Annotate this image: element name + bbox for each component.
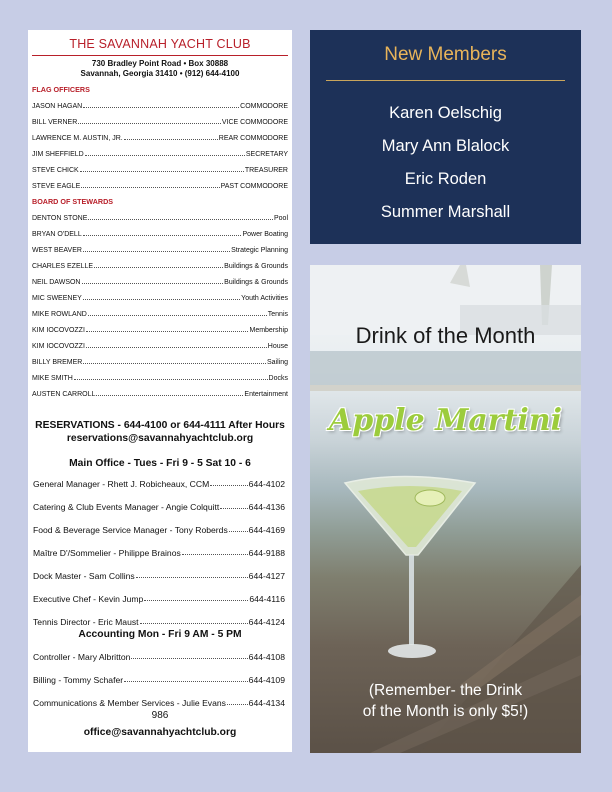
apple-slice bbox=[415, 490, 445, 506]
accounting-hours: Accounting Mon - Fri 9 AM - 5 PM bbox=[78, 629, 242, 640]
office-email: office@savannahyachtclub.org bbox=[83, 727, 237, 738]
contact-phone: 644-4102 bbox=[248, 479, 285, 489]
officer-name: JIM SHEFFIELD bbox=[32, 151, 84, 158]
contact-label: Communications & Member Services - Julie Evans bbox=[33, 698, 226, 708]
martini-stem bbox=[409, 555, 414, 645]
officer-name: JASON HAGAN bbox=[32, 103, 83, 110]
contact-label: Billing - Tommy Schafer bbox=[33, 675, 124, 685]
officer-role: REAR COMMODORE bbox=[218, 135, 288, 142]
contact-phone: 644-4108 bbox=[248, 652, 285, 662]
dock bbox=[310, 385, 581, 391]
accounting-contact-row bbox=[33, 696, 285, 708]
contact-label: Food & Beverage Service Manager - Tony Roberds bbox=[33, 525, 228, 535]
steward-name: BILLY BREMER bbox=[32, 359, 83, 366]
steward-row bbox=[32, 291, 288, 302]
steward-role: Sailing bbox=[266, 359, 288, 366]
officer-role: PAST COMMODORE bbox=[220, 183, 288, 190]
contact-phone: 644-4169 bbox=[248, 525, 285, 535]
contact-phone: 644-4134 bbox=[248, 698, 285, 708]
contact-label: Controller - Mary Albritton bbox=[33, 652, 131, 662]
drink-name: Apple Martini bbox=[328, 403, 563, 438]
member-name: Eric Roden bbox=[404, 170, 487, 188]
new-members-divider bbox=[326, 80, 565, 81]
steward-row bbox=[32, 259, 288, 270]
price-note-line-1: (Remember- the Drink bbox=[368, 682, 523, 699]
member-name: Summer Marshall bbox=[380, 203, 511, 221]
officer-role: VICE COMMODORE bbox=[221, 119, 288, 126]
steward-role: House bbox=[267, 343, 288, 350]
steward-row bbox=[32, 227, 288, 238]
office-contact-row bbox=[33, 500, 285, 512]
steward-role: Pool bbox=[273, 215, 288, 222]
drink-heading: Drink of the Month bbox=[355, 323, 536, 348]
steward-row bbox=[32, 243, 288, 254]
contact-phone: 644-4127 bbox=[248, 571, 285, 581]
flag-officer-row bbox=[32, 99, 288, 110]
officer-role: COMMODORE bbox=[240, 103, 288, 110]
member-name: Mary Ann Blalock bbox=[381, 137, 510, 155]
flag-officer-row bbox=[32, 179, 288, 190]
officer-role: TREASURER bbox=[244, 167, 288, 174]
flag-officers-heading: FLAG OFFICERS bbox=[32, 85, 90, 94]
flag-officer-row bbox=[32, 147, 288, 158]
officer-role: SECRETARY bbox=[245, 151, 288, 158]
steward-row bbox=[32, 371, 288, 382]
steward-row bbox=[32, 211, 288, 222]
contact-label: Maître D'/Sommelier - Philippe Brainos bbox=[33, 548, 181, 558]
stewards-heading: BOARD OF STEWARDS bbox=[32, 197, 114, 206]
steward-name: KIM IOCOVOZZI bbox=[32, 327, 85, 334]
steward-role: Strategic Planning bbox=[231, 247, 288, 254]
club-directory bbox=[28, 30, 292, 752]
contact-phone: 644-4109 bbox=[248, 675, 285, 685]
steward-row bbox=[32, 387, 288, 398]
address-line-1: 730 Bradley Point Road • Box 30888 bbox=[91, 59, 229, 68]
officer-name: BILL VERNER bbox=[32, 119, 78, 126]
extension-number: 986 bbox=[151, 710, 169, 721]
flag-officer-row bbox=[32, 163, 288, 174]
officer-name: STEVE CHICK bbox=[32, 167, 79, 174]
accounting-contact-row bbox=[33, 673, 285, 685]
office-contact-row bbox=[33, 569, 285, 581]
office-contact-row bbox=[33, 477, 285, 489]
steward-role: Docks bbox=[268, 375, 288, 382]
contact-phone: 644-9188 bbox=[248, 548, 285, 558]
contact-phone: 644-4124 bbox=[248, 617, 285, 627]
steward-name: KIM IOCOVOZZI bbox=[32, 343, 85, 350]
contact-phone: 644-4116 bbox=[249, 594, 285, 604]
steward-role: Entertainment bbox=[244, 391, 288, 398]
steward-role: Youth Activities bbox=[241, 295, 288, 302]
accounting-contact-row bbox=[33, 650, 285, 662]
steward-name: AUSTEN CARROLL bbox=[32, 391, 96, 398]
contact-label: Catering & Club Events Manager - Angie Colquitt bbox=[33, 502, 220, 512]
office-contact-row bbox=[33, 523, 285, 535]
flag-officer-row bbox=[32, 115, 288, 126]
flag-officer-row bbox=[32, 131, 288, 142]
office-contact-row bbox=[33, 546, 285, 558]
steward-name: BRYAN O'DELL bbox=[32, 231, 82, 238]
steward-row bbox=[32, 355, 288, 366]
reservations-line: RESERVATIONS - 644-4100 or 644-4111 After Hours bbox=[35, 420, 285, 431]
steward-name: NEIL DAWSON bbox=[32, 279, 81, 286]
contact-label: General Manager - Rhett J. Robicheaux, CCM bbox=[33, 479, 210, 489]
steward-row bbox=[32, 339, 288, 350]
new-members-panel bbox=[310, 30, 581, 244]
office-contact-row bbox=[33, 615, 285, 627]
title-divider bbox=[32, 55, 288, 56]
contact-label: Tennis Director - Eric Maust bbox=[33, 617, 139, 627]
steward-name: MIKE SMITH bbox=[32, 375, 73, 382]
steward-row bbox=[32, 307, 288, 318]
new-members-title: New Members bbox=[384, 44, 507, 65]
steward-name: CHARLES EZELLE bbox=[32, 263, 94, 270]
steward-name: DENTON STONE bbox=[32, 215, 88, 222]
steward-name: WEST BEAVER bbox=[32, 247, 82, 254]
club-name: THE SAVANNAH YACHT CLUB bbox=[69, 37, 251, 51]
steward-role: Membership bbox=[249, 327, 288, 334]
steward-role: Buildings & Grounds bbox=[224, 279, 288, 286]
price-note-line-2: of the Month is only $5!) bbox=[362, 703, 529, 720]
member-name: Karen Oelschig bbox=[389, 104, 502, 122]
steward-role: Buildings & Grounds bbox=[224, 263, 288, 270]
contact-label: Dock Master - Sam Collins bbox=[33, 571, 135, 581]
reservations-email: reservations@savannahyachtclub.org bbox=[66, 433, 254, 444]
steward-name: MIC SWEENEY bbox=[32, 295, 82, 302]
steward-role: Tennis bbox=[267, 311, 288, 318]
steward-row bbox=[32, 275, 288, 286]
steward-name: MIKE ROWLAND bbox=[32, 311, 87, 318]
martini-base bbox=[388, 644, 436, 658]
officer-name: STEVE EAGLE bbox=[32, 183, 81, 190]
contact-label: Executive Chef - Kevin Jump bbox=[33, 594, 144, 604]
drink-of-month-panel bbox=[310, 265, 581, 753]
contact-phone: 644-4136 bbox=[248, 502, 285, 512]
office-contact-row bbox=[33, 592, 285, 604]
steward-role: Power Boating bbox=[242, 231, 288, 238]
officer-name: LAWRENCE M. AUSTIN, JR. bbox=[32, 135, 123, 142]
main-office-hours: Main Office - Tues - Fri 9 - 5 Sat 10 - 6 bbox=[69, 458, 251, 469]
steward-row bbox=[32, 323, 288, 334]
address-line-2: Savannah, Georgia 31410 • (912) 644-4100 bbox=[80, 69, 240, 78]
